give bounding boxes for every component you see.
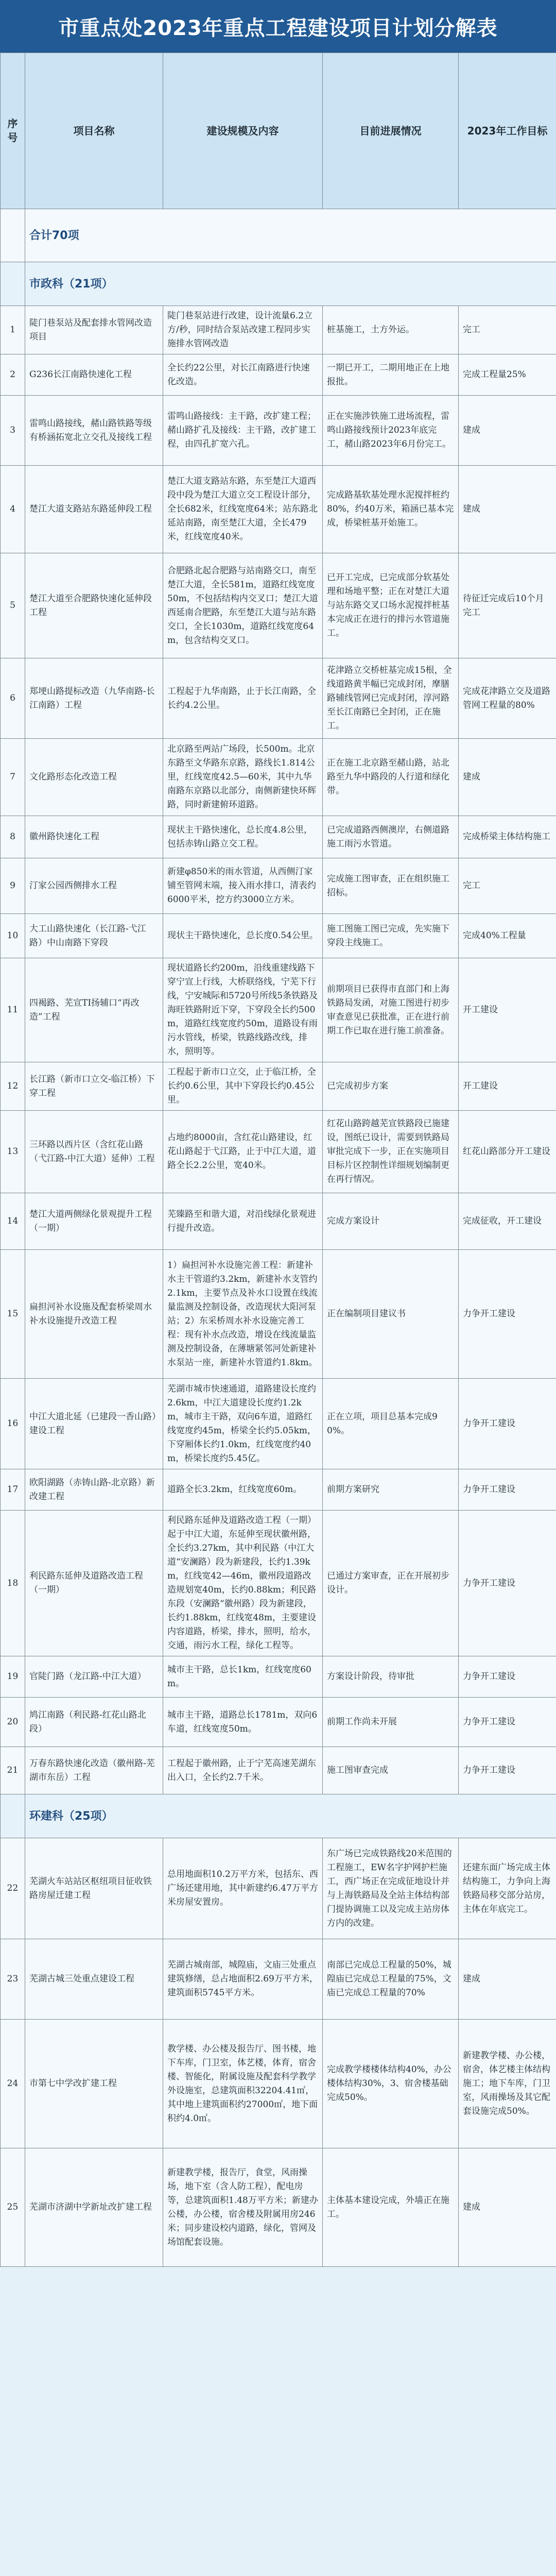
project-goal: 待征迁完成后10个月完工 (459, 553, 556, 658)
table-row (1, 1838, 556, 1939)
project-progress: 施工图施工图已完成，先实施下穿段主线施工。 (323, 914, 459, 958)
table-row (1, 1250, 556, 1379)
project-progress: 东广场已完成铁路线20米范围的工程施工，EW名字护网护栏施工，西广场正在完成征地设计并与上海铁路局及全站主体结构部门提协调施工以及完成主站房体方内的改建。 (323, 1838, 459, 1939)
project-goal: 力争开工建设 (459, 1511, 556, 1656)
table-row (1, 2020, 556, 2148)
project-name: 楚江大道至合肥路快速化延伸段工程 (25, 553, 163, 658)
table-row (1, 739, 556, 816)
project-progress: 红花山路跨越芜宣铁路段已施建设，图纸已设计，需要到铁路局审批完成下一步，正在实施项目目标片区控制性详细规划编制更在再行情况。 (323, 1111, 459, 1193)
project-progress: 主体基本建设完成，外墙正在施工。 (323, 2148, 459, 2267)
project-name: 欧阳湖路（赤铸山路-北京路）新改建工程 (25, 1469, 163, 1511)
project-progress: 完成方案设计 (323, 1193, 459, 1250)
project-progress: 已通过方案审查，正在开展初步设计。 (323, 1511, 459, 1656)
table-row (1, 2148, 556, 2267)
table-body (1, 209, 556, 2267)
project-scope: 芜湖市城市快速通道，道路建设长度约2.6km，中江大道建设长度约1.2km，城市主干路，双向6车道，道路红线宽度约45m，桥梁全长约5.05km，下穿厢体长约1.0km，红线宽度约40m，桥梁长度约5.45亿。 (163, 1379, 323, 1469)
project-progress: 施工图审查完成 (323, 1747, 459, 1794)
project-name: 楚江大道两侧绿化景观提升工程（一期） (25, 1193, 163, 1250)
project-progress: 方案设计阶段，待审批 (323, 1656, 459, 1698)
table-row (1, 396, 556, 466)
project-goal: 力争开工建设 (459, 1469, 556, 1511)
table-row (1, 354, 556, 396)
project-goal: 完成40%工程量 (459, 914, 556, 958)
project-name: 中江大道北延（已建段一香山路）建设工程 (25, 1379, 163, 1469)
project-name: 三环路以西片区（含红花山路（弋江路-中江大道）延伸）工程 (25, 1111, 163, 1193)
project-name: 雷鸣山路接线，赭山路铁路等级有桥涵拓宽北立交孔及接线工程 (25, 396, 163, 466)
project-progress: 花津路立交桥桩基完成15根，全线道路黄半幅已完成封闭，摩膳路辅线管网已完成封闭，淳河路至长江南路已全封闭，正在施工。 (323, 658, 459, 739)
project-scope: 工程起于新市口立交，止于临江桥，全长约0.6公里，其中下穿段长约0.45公里。 (163, 1062, 323, 1111)
table-row (1, 1698, 556, 1747)
project-scope: 芜臻路至和谐大道，对沿线绿化景观进行提升改造。 (163, 1193, 323, 1250)
section-label: 环建科（25项） (25, 1794, 556, 1838)
project-name: 官陡门路（龙江路-中江大道） (25, 1656, 163, 1698)
row-number: 1 (1, 306, 25, 354)
project-goal: 完成桥梁主体结构施工 (459, 816, 556, 858)
row-number: 8 (1, 816, 25, 858)
project-goal: 还建东面广场完成主体结构施工，力争向上海铁路局移交部分站房，主体在年底完工。 (459, 1838, 556, 1939)
row-number: 4 (1, 466, 25, 553)
header-name: 项目名称 (25, 53, 163, 209)
header-progress: 目前进展情况 (323, 53, 459, 209)
total-cell-no (1, 209, 25, 262)
table-row (1, 1469, 556, 1511)
project-progress: 已开工完成，已完成部分软基处理和场地平整；正在对楚江大道与站东路交叉口场水泥搅拌桩基本完成正在进行的排污水管道施工。 (323, 553, 459, 658)
table-row (1, 658, 556, 739)
project-goal: 完成花津路立交及道路管网工程量的80% (459, 658, 556, 739)
project-scope: 芜湖古城南部，城隍庙，文庙三处重点建筑修缮，总占地面积2.69万平方米，建筑面积5745平方米。 (163, 1939, 323, 2020)
project-progress: 完成路基软基处理水泥搅拌桩约80%，约40万米，箱涵已基本完成，桥梁桩基开始施工。 (323, 466, 459, 553)
row-number: 19 (1, 1656, 25, 1698)
section-cell-no (1, 1794, 25, 1838)
table-row (1, 816, 556, 858)
row-number: 13 (1, 1111, 25, 1193)
project-progress: 前期工作尚未开展 (323, 1698, 459, 1747)
row-number: 9 (1, 858, 25, 914)
header-no: 序号 (1, 53, 25, 209)
project-goal: 完工 (459, 306, 556, 354)
row-number: 11 (1, 958, 25, 1062)
project-scope: 道路全长3.2km，红线宽度60m。 (163, 1469, 323, 1511)
project-goal: 力争开工建设 (459, 1656, 556, 1698)
project-goal: 建成 (459, 739, 556, 816)
table-header-row (1, 53, 556, 209)
project-progress: 前期方案研究 (323, 1469, 459, 1511)
project-goal: 力争开工建设 (459, 1250, 556, 1379)
section-label: 市政科（21项） (25, 262, 556, 306)
project-goal: 新建教学楼、办公楼，宿舍，体艺楼主体结构施工；地下车库，门卫室，风雨操场及其它配套设施完成50%。 (459, 2020, 556, 2148)
project-goal: 完成征收，开工建设 (459, 1193, 556, 1250)
project-scope: 现状主干路快速化，总长度0.54公里。 (163, 914, 323, 958)
project-progress: 正在施工北京路至赭山路，站北路至九华中路段的人行道和绿化带。 (323, 739, 459, 816)
project-progress: 完成教学楼楼体结构40%，办公楼体结构30%，3、宿舍楼基础完成50%。 (323, 2020, 459, 2148)
row-number: 22 (1, 1838, 25, 1939)
project-name: 楚江大道支路站东路延伸段工程 (25, 466, 163, 553)
project-goal: 完工 (459, 858, 556, 914)
table-row (1, 958, 556, 1062)
project-progress: 正在立项，项目总基本完成90%。 (323, 1379, 459, 1469)
header-scope: 建设规模及内容 (163, 53, 323, 209)
row-number: 14 (1, 1193, 25, 1250)
project-scope: 新建教学楼，报告厅，食堂，风雨操场，地下室（含人防工程），配电房等，总建筑面积1.48万平方米；新建办公楼，办公楼，宿舍楼及附属用房246米；同步建设校内道路，绿化，管网及场馆配套设施。 (163, 2148, 323, 2267)
row-number: 6 (1, 658, 25, 739)
project-progress: 一期已开工，二期用地正在上地报批。 (323, 354, 459, 396)
project-goal: 建成 (459, 2148, 556, 2267)
project-goal: 建成 (459, 1939, 556, 2020)
project-name: 市第七中学改扩建工程 (25, 2020, 163, 2148)
row-number: 5 (1, 553, 25, 658)
project-scope: 北京路至两站广场段，长500m。北京东路至文华路东京路，路线长1.814公里，红线宽度42.5—60米，其中九华南路东京路以北部分，南侧新建快环辉路，同时新建俯环道路。 (163, 739, 323, 816)
project-scope: 全长约22公里，对长江南路进行快速化改造。 (163, 354, 323, 396)
table-row (1, 1747, 556, 1794)
project-name: 大工山路快速化（长江路-弋江路）中山南路下穿段 (25, 914, 163, 958)
row-number: 17 (1, 1469, 25, 1511)
project-name: 利民路东延伸及道路改造工程（一期） (25, 1511, 163, 1656)
project-scope: 新建φ850米的雨水管道，从西侧汀家铺至管网末端，接入雨水排口，清表约6000平米，挖方约3000立方米。 (163, 858, 323, 914)
table-row (1, 1193, 556, 1250)
project-progress: 正在实施涉铁施工进场流程，雷鸣山路接线预计2023年底完工，赭山路2023年6月份完工。 (323, 396, 459, 466)
project-name: 徽州路快速化工程 (25, 816, 163, 858)
section-row (1, 262, 556, 306)
title-banner (0, 0, 556, 53)
project-table (0, 53, 556, 2267)
row-number: 15 (1, 1250, 25, 1379)
project-name: 鸠江南路（利民路-红花山路北段） (25, 1698, 163, 1747)
table-row (1, 553, 556, 658)
project-goal: 完成工程量25% (459, 354, 556, 396)
project-goal: 开工建设 (459, 1062, 556, 1111)
row-number: 16 (1, 1379, 25, 1469)
project-scope: 工程起于九华南路，止于长江南路，全长约4.2公里。 (163, 658, 323, 739)
table-row (1, 1111, 556, 1193)
row-number: 18 (1, 1511, 25, 1656)
project-name: 汀家公园西侧排水工程 (25, 858, 163, 914)
project-name: G236长江南路快速化工程 (25, 354, 163, 396)
project-scope: 现状主干路快速化，总长度4.8公里，包括赤铸山路立交工程。 (163, 816, 323, 858)
row-number: 23 (1, 1939, 25, 2020)
project-progress: 桩基施工，土方外运。 (323, 306, 459, 354)
total-label: 合计70项 (25, 209, 556, 262)
project-name: 芜湖市济湖中学新址改扩建工程 (25, 2148, 163, 2267)
table-row (1, 466, 556, 553)
table-row (1, 1656, 556, 1698)
project-name: 扁担河补水设施及配套桥梁周水补水设施提升改造工程 (25, 1250, 163, 1379)
row-number: 2 (1, 354, 25, 396)
row-number: 12 (1, 1062, 25, 1111)
row-number: 25 (1, 2148, 25, 2267)
row-number: 24 (1, 2020, 25, 2148)
project-scope: 占地约8000亩，含红花山路建设，红花山路起于弋江路，止于中江大道，道路全长2.2公里，宽40米。 (163, 1111, 323, 1193)
project-scope: 教学楼、办公楼及报告厅、图书楼，地下车库，门卫室，体艺楼，体育，宿舍楼、智能化，附属设施及配套科学教学外设施室，总建筑面积32204.41㎡，其中地上建筑面积约27000㎡，地下面积约4.0㎡。 (163, 2020, 323, 2148)
project-goal: 力争开工建设 (459, 1379, 556, 1469)
row-number: 20 (1, 1698, 25, 1747)
table-row (1, 1379, 556, 1469)
project-progress: 南部已完成总工程量的50%，城隍庙已完成总工程量的75%，文庙已完成总工程量的70% (323, 1939, 459, 2020)
project-progress: 前期项目已获得市直部门和上海铁路局发函，对施工图进行初步审查意见已获批准，正在进行前期工作已取在进行施工前准备。 (323, 958, 459, 1062)
project-goal: 力争开工建设 (459, 1747, 556, 1794)
table-row (1, 858, 556, 914)
project-scope: 现状道路长约200m，沿线重建线路下穿宁宣上行线，大桥联络线，宁芜下行线，宁安城际和5720号所线5条铁路及海旺铁路附近下穿，下穿段全长约500m，道路红线宽度约50m，道路设有雨污水管线，桥梁，铁路线路改线，排水，照明等。 (163, 958, 323, 1062)
table-row (1, 1062, 556, 1111)
project-name: 郑埂山路提标改造（九华南路-长江南路）工程 (25, 658, 163, 739)
total-row (1, 209, 556, 262)
project-progress: 正在编制项目建议书 (323, 1250, 459, 1379)
project-name: 文化路形态化改造工程 (25, 739, 163, 816)
project-scope: 城市主干路，道路总长1781m，双向6车道，红线宽度50m。 (163, 1698, 323, 1747)
project-name: 万春东路快速化改造（徽州路-芜湖市东岳）工程 (25, 1747, 163, 1794)
project-name: 芜湖古城三处重点建设工程 (25, 1939, 163, 2020)
project-goal: 建成 (459, 396, 556, 466)
row-number: 3 (1, 396, 25, 466)
table-row (1, 306, 556, 354)
project-scope: 利民路东延伸及道路改造工程（一期）起于中江大道，东延伸至现状徽州路，全长约3.27km，其中利民路（中江大道“安澜路）段为新建段，长约1.39km，红线宽42—46m，徽州段道路改造规划宽40m，长约0.88km；利民路东段（安澜路“徽州路）段为新建段，长约1.88km，红线宽48m，主要建设内容道路，桥梁，排水，照明，给水，交通，雨污水工程，绿化工程等。 (163, 1511, 323, 1656)
project-scope: 工程起于徽州路，止于宁芜高速芜湖东出入口，全长约2.7千米。 (163, 1747, 323, 1794)
section-cell-no (1, 262, 25, 306)
table-row (1, 914, 556, 958)
project-scope: 1）扁担河补水设施完善工程：新建补水主干管道约3.2km，新建补水支管约2.1km，主要节点及补水口设置在线流量监测及控制设备，改造现状大阳河泵站；2）东采桥周水补水设施完善工程：现有补水点改造，增设在线流量监测及控制设备，在薄塘紧邻河处新建补水泵站一座，新建补水管道约1.8km。 (163, 1250, 323, 1379)
project-goal: 力争开工建设 (459, 1698, 556, 1747)
section-row (1, 1794, 556, 1838)
project-name: 陡门巷泵站及配套排水管网改造项目 (25, 306, 163, 354)
project-progress: 已完成初步方案 (323, 1062, 459, 1111)
project-progress: 完成施工图审查，正在组织施工招标。 (323, 858, 459, 914)
project-goal: 开工建设 (459, 958, 556, 1062)
project-name: 四褐路、芜宣TI扬辅口“再改造”工程 (25, 958, 163, 1062)
project-scope: 合肥路北起合肥路与站南路交口，南至楚江大道，全长581m，道路红线宽度50m，不包括结构内交叉口；楚江大道西延南合肥路，东至楚江大道与站东路交口，全长1030m，道路红线宽度64m，包含结构交叉口。 (163, 553, 323, 658)
project-goal: 红花山路部分开工建设 (459, 1111, 556, 1193)
table-row (1, 1511, 556, 1656)
row-number: 7 (1, 739, 25, 816)
project-scope: 城市主干路，总长1km，红线宽度60m。 (163, 1656, 323, 1698)
page-title: 市重点处2023年重点工程建设项目计划分解表 (58, 16, 498, 40)
project-scope: 总用地面积10.2万平方米，包括东、西广场还建用地，其中新建约6.47万平方米房屋安置房。 (163, 1838, 323, 1939)
row-number: 10 (1, 914, 25, 958)
project-name: 芜湖火车站站区枢纽项目征收铁路房屋迁建工程 (25, 1838, 163, 1939)
project-scope: 雷鸣山路接线：主干路，改扩建工程；赭山路扩孔及接线：主干路，改扩建工程，由四孔扩宽六孔。 (163, 396, 323, 466)
project-progress: 已完成道路西侧澳岸，右侧道路施工雨污水管道。 (323, 816, 459, 858)
row-number: 21 (1, 1747, 25, 1794)
header-goal: 2023年工作目标 (459, 53, 556, 209)
project-scope: 陡门巷泵站进行改建，设计流量6.2立方/秒，同时结合泵站改建工程同步实施排水管网改造 (163, 306, 323, 354)
project-goal: 建成 (459, 466, 556, 553)
table-row (1, 1939, 556, 2020)
project-name: 长江路（新市口立交-临江桥）下穿工程 (25, 1062, 163, 1111)
project-scope: 楚江大道支路站东路，东至楚江大道西段中段为楚江大道立交工程设计部分，全长682米，红线宽度64米；站东路北延站南路，南至楚江大道，全长479米，红线宽度40米。 (163, 466, 323, 553)
